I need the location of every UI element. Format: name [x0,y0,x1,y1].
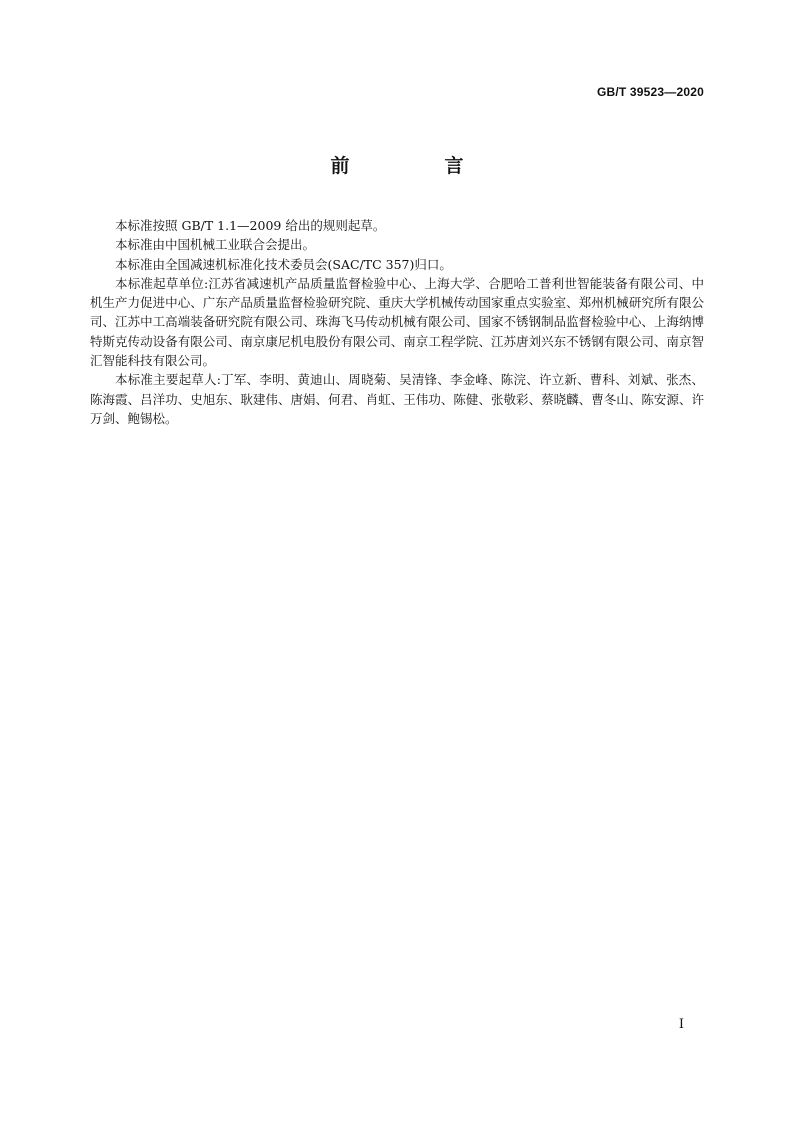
foreword-body [90,216,704,428]
paragraph-technical-committee: 本标准由全国减速机标准化技术委员会(SAC/TC 357)归口。 [115,256,452,272]
paragraph-proposer: 本标准由中国机械工业联合会提出。 [115,237,316,253]
paragraph-drafting-rules: 本标准按照 GB/T 1.1—2009 给出的规则起草。 [115,218,386,233]
paragraph-drafting-units: 本标准起草单位:江苏省减速机产品质量监督检验中心、上海大学、合肥哈工普利世智能装备有限公司、中机生产力促进中心、广东产品质量监督检验研究院、重庆大学机械传动国家重点实验室、郑州机械研究所有限公司、江苏中工高端装备研究院有限公司、珠海飞马传动机械有限公司、国家不锈钢制品监督检验中心、上海纳博特斯克传动设备有限公司、南京康尼机电股份有限公司、南京工程学院、江苏唐刘兴东不锈钢有限公司、南京智汇智能科技有限公司。 [90,275,704,369]
page-title: 前 言 [330,155,502,177]
standard-code: GB/T 39523—2020 [596,85,704,99]
paragraph-drafters: 本标准主要起草人:丁军、李明、黄迪山、周晓菊、吴清锋、李金峰、陈浣、许立新、曹科、刘斌、张杰、陈海霞、吕洋功、史旭东、耿建伟、唐娟、何君、肖虹、王伟功、陈健、张敬彩、蔡晓麟、曹冬山、陈安源、许万剑、鲍锡松。 [90,372,704,426]
page-number: I [678,1017,684,1032]
